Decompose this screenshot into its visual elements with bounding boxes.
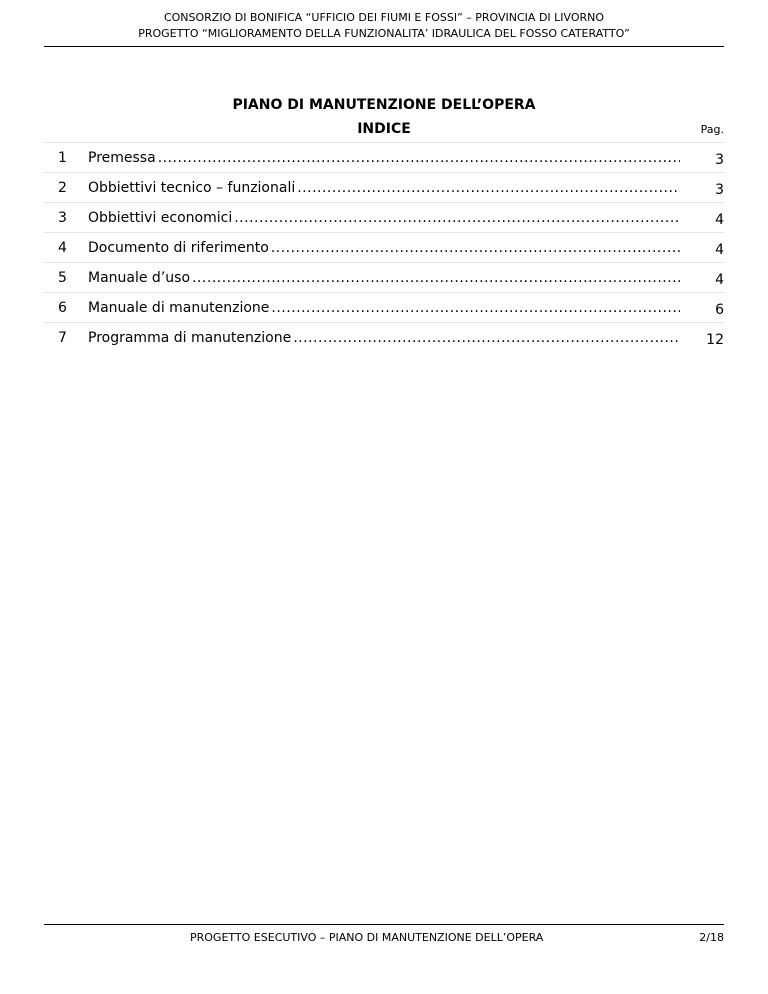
toc-item-number: 4: [58, 240, 67, 256]
toc-item-page: 3: [715, 182, 724, 198]
toc-item-title: Programma di manutenzione .....: [88, 330, 680, 346]
toc-item-number: 3: [58, 210, 67, 226]
footer-divider: [44, 924, 724, 925]
document-title: PIANO DI MANUTENZIONE DELL’OPERA: [232, 97, 536, 113]
toc-item-title: Premessa .....: [88, 150, 680, 166]
header-divider: [44, 46, 724, 47]
toc-item-title: Obbiettivi economici .....: [88, 210, 680, 226]
toc-item: [44, 202, 724, 232]
table-of-contents: [44, 142, 724, 352]
toc-item-title: Manuale di manutenzione .....: [88, 300, 680, 316]
toc-item-title: Documento di riferimento .....: [88, 240, 680, 256]
toc-item-number: 6: [58, 300, 67, 316]
toc-item-page: 12: [706, 332, 724, 348]
toc-item: [44, 142, 724, 172]
toc-item: [44, 292, 724, 322]
toc-item: [44, 262, 724, 292]
footer-title: PROGETTO ESECUTIVO – PIANO DI MANUTENZIONE DELL’OPERA: [190, 931, 544, 944]
index-heading: INDICE: [357, 121, 411, 137]
toc-item-title: Manuale d’uso .....: [88, 270, 680, 286]
toc-item-page: 4: [715, 242, 724, 258]
toc-item-page: 4: [715, 272, 724, 288]
toc-item-number: 2: [58, 180, 67, 196]
toc-item-number: 7: [58, 330, 67, 346]
toc-item-number: 5: [58, 270, 67, 286]
header-line-project: PROGETTO “MIGLIORAMENTO DELLA FUNZIONALITA’ IDRAULICA DEL FOSSO CATERATTO”: [138, 27, 630, 40]
toc-item-page: 6: [715, 302, 724, 318]
toc-item: [44, 232, 724, 262]
page-column-label: Pag.: [700, 123, 724, 136]
toc-item: [44, 322, 724, 352]
header-line-consortium: CONSORZIO DI BONIFICA “UFFICIO DEI FIUMI E FOSSI” – PROVINCIA DI LIVORNO: [163, 11, 605, 24]
toc-item-page: 4: [715, 212, 724, 228]
page-header: [44, 10, 724, 42]
toc-item-page: 3: [715, 152, 724, 168]
footer-page-number: 2/18: [699, 931, 724, 944]
toc-item-number: 1: [58, 150, 67, 166]
toc-item-title: Obbiettivi tecnico – funzionali .....: [88, 180, 680, 196]
toc-item: [44, 172, 724, 202]
